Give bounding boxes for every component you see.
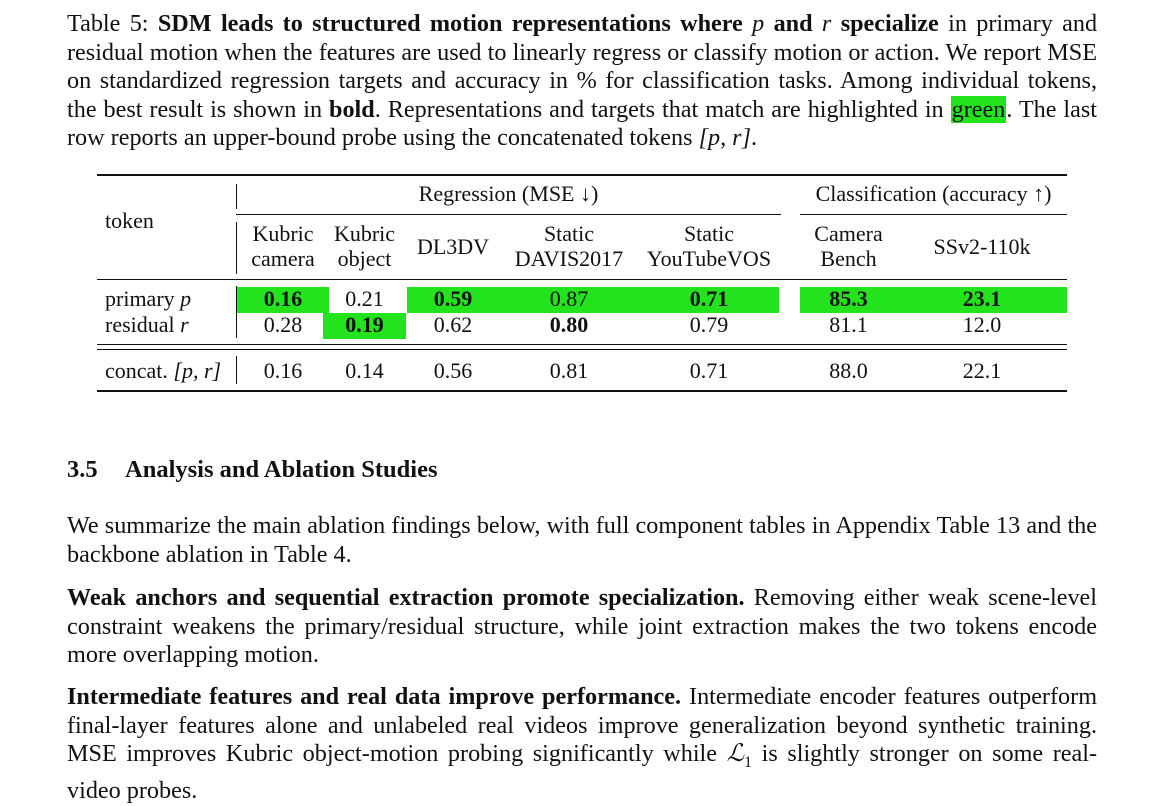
section-number: 3.5	[67, 456, 98, 483]
caption-lead-1: SDM leads to structured motion representations where	[157, 10, 743, 37]
caption-and: and	[773, 10, 813, 37]
cell-residual-ssv2: 12.0	[962, 312, 1002, 337]
paragraph-weak-anchors	[67, 584, 1097, 670]
caption-rest-3: . The last row reports an upper-bound probe using the concatenated tokens	[67, 95, 1098, 151]
cell-primary-kubric-camera: 0.16	[263, 286, 303, 311]
paragraph-weak-anchors-lead: Weak anchors and sequential extraction promote specialization.	[67, 584, 745, 611]
paragraph-intermediate-lead: Intermediate features and real data improve performance.	[67, 683, 682, 710]
section-title: Analysis and Ablation Studies	[125, 456, 438, 483]
caption-bold-word: bold	[329, 95, 375, 123]
col-header-kubric-object: Kubric object	[333, 221, 396, 271]
table-caption	[67, 10, 1097, 153]
paragraph-intermediate-features	[67, 683, 1097, 806]
token-header: token	[105, 208, 154, 233]
cell-primary-ssv2: 23.1	[962, 286, 1002, 311]
col-header-ssv2: SSv2-110k	[933, 234, 1031, 259]
cell-residual-davis: 0.80	[549, 312, 589, 337]
group-classification: Classification (accuracy ↑)	[815, 181, 1052, 206]
col-header-dl3dv: DL3DV	[416, 234, 490, 259]
col-header-camera-bench: Camera Bench	[814, 221, 883, 271]
paragraph-intermediate-end: is slightly stronger on some real-video probes.	[67, 740, 1098, 805]
cell-concat-youtubevos: 0.71	[689, 358, 729, 383]
top-rule	[97, 174, 1067, 176]
double-rule-1	[97, 344, 1067, 345]
col-header-static-davis: Static DAVIS2017	[514, 221, 624, 271]
cell-concat-kubric-camera: 0.16	[263, 358, 303, 383]
caption-lead-2: specialize	[840, 10, 939, 37]
paragraph-weak-anchors-text: Removing either weak scene-level constraint weakens the primary/residual structure, while joint extraction makes the two tokens encode more overlapping motion.	[67, 584, 1097, 668]
cell-primary-dl3dv: 0.59	[433, 286, 473, 311]
results-table	[97, 174, 1067, 392]
cell-residual-camerabench: 81.1	[829, 312, 868, 337]
cell-primary-davis: 0.87	[549, 286, 589, 311]
cell-residual-kubric-camera: 0.28	[263, 312, 303, 337]
cell-primary-camerabench: 85.3	[829, 286, 868, 311]
caption-p: p	[752, 10, 765, 37]
caption-r: r	[821, 10, 832, 37]
cell-concat-dl3dv: 0.56	[433, 358, 473, 383]
cell-residual-kubric-object: 0.19	[345, 312, 384, 337]
l1-math: ℒ$_1$	[726, 740, 753, 771]
cell-residual-youtubevos: 0.79	[689, 312, 729, 337]
regression-cmidrule	[236, 214, 781, 215]
cell-primary-kubric-object: 0.21	[345, 286, 384, 311]
cell-concat-davis: 0.81	[549, 358, 589, 383]
row-label-concat: concat. [p, r]	[105, 358, 222, 383]
caption-rest-2: . Representations and targets that match are highlighted in	[374, 95, 944, 123]
row-label-residual: residual r	[105, 312, 189, 337]
cell-concat-camerabench: 88.0	[829, 358, 868, 383]
col-header-kubric-camera: Kubric camera	[251, 221, 315, 271]
bottom-rule	[97, 390, 1067, 392]
group-regression: Regression (MSE ↓)	[418, 181, 599, 206]
cell-residual-dl3dv: 0.62	[433, 312, 473, 337]
paragraph-intermediate-text: Intermediate encoder features outperform final-layer features alone and unlabeled real videos improve generalization beyond synthetic training. MSE improves Kubric object-motion probing significantly while	[67, 683, 1098, 767]
cell-concat-kubric-object: 0.14	[345, 358, 384, 383]
header-rule	[97, 279, 1067, 280]
caption-label: Table 5:	[67, 10, 149, 37]
classification-cmidrule	[800, 214, 1067, 215]
caption-rest-1: in primary and residual motion when the features are used to linearly regress or classify motion or action. We report MSE on standardized regression targets and accuracy in % for classification tasks. Among individual tokens, the best result is shown in	[67, 10, 1098, 123]
cell-concat-ssv2: 22.1	[962, 358, 1002, 383]
caption-end: .	[751, 124, 758, 151]
section-intro: We summarize the main ablation findings below, with full component tables in Appendix Table 13 and the backbone ablation in Table 4.	[67, 512, 1097, 568]
cell-primary-youtubevos: 0.71	[689, 286, 729, 311]
caption-green-word: green	[951, 95, 1006, 123]
double-rule-2	[97, 349, 1067, 350]
section-heading	[67, 456, 438, 484]
caption-concat-math: [p, r]	[698, 124, 751, 151]
col-header-static-youtubevos: Static YouTubeVOS	[646, 221, 772, 271]
row-label-primary: primary p	[105, 286, 192, 311]
